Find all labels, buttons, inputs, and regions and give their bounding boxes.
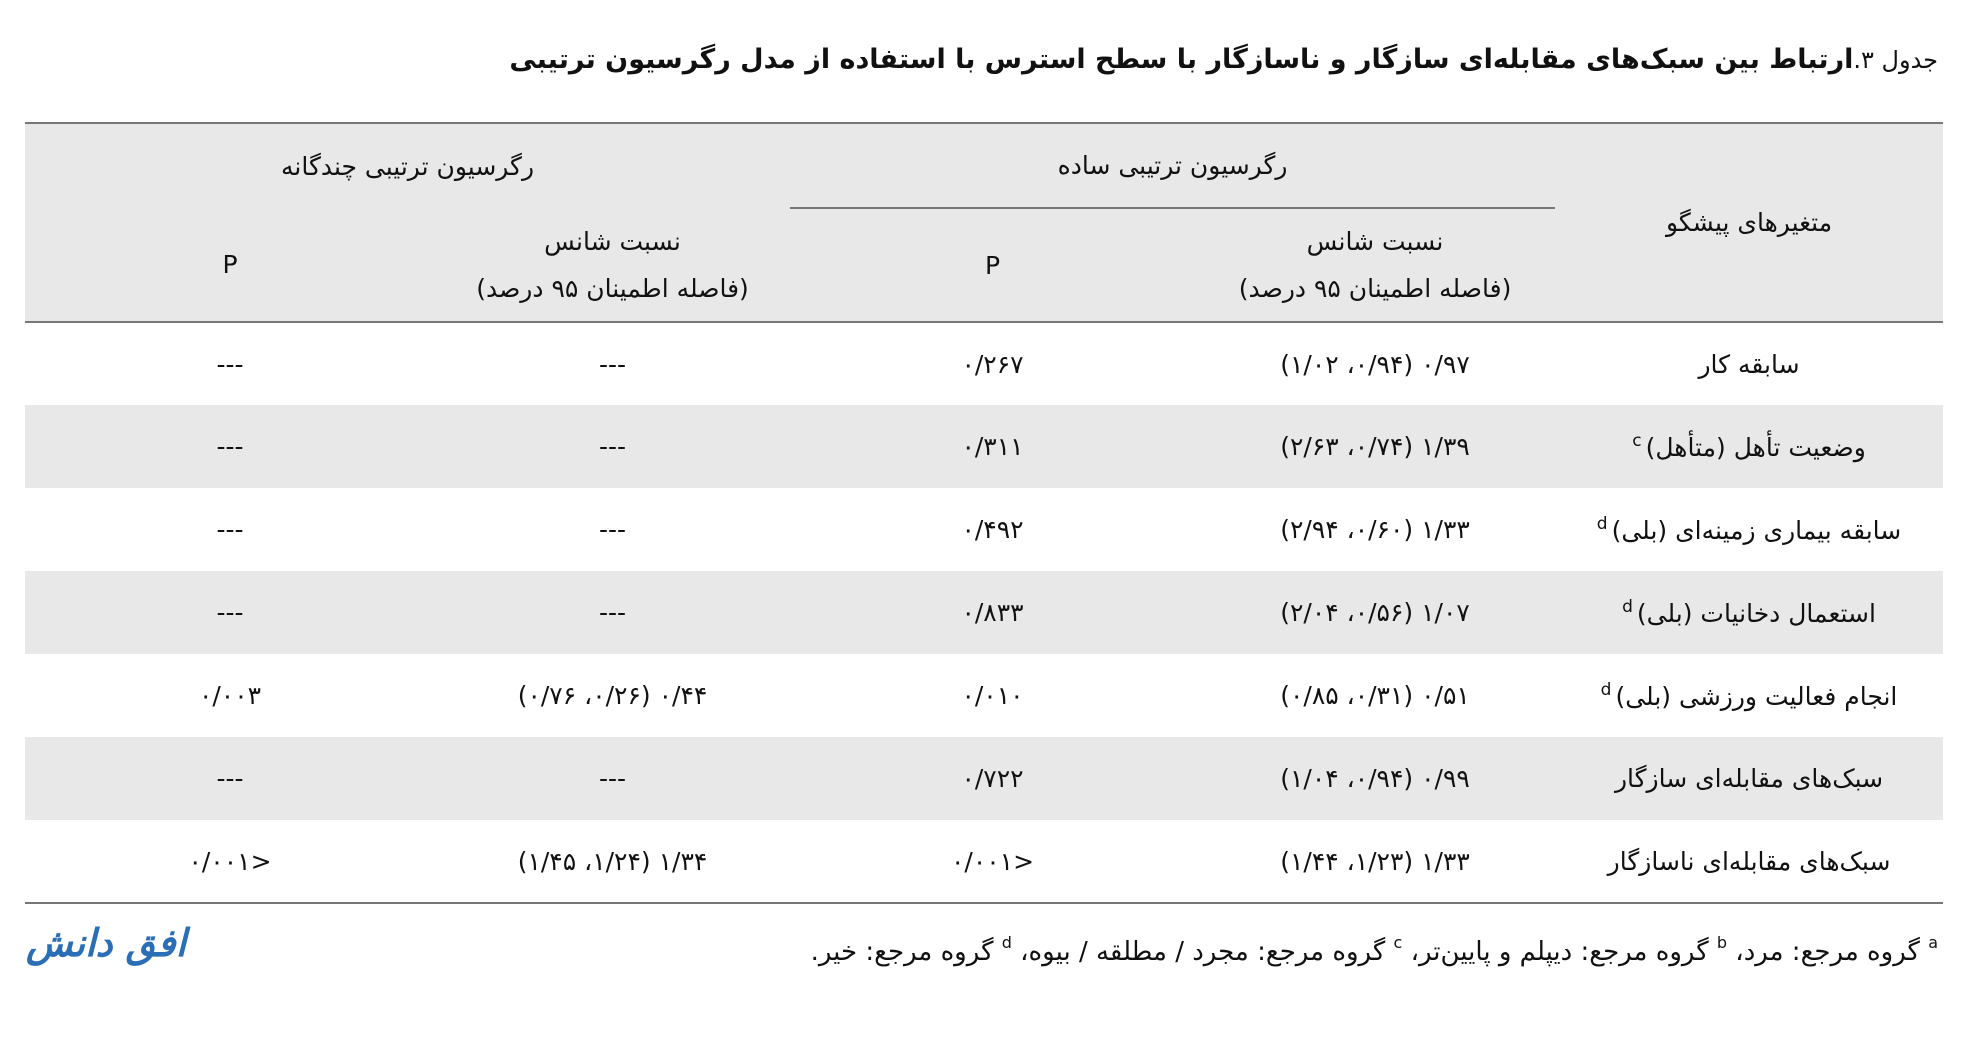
footnote-d-marker: d (1001, 933, 1012, 952)
row-variable-label: سابقه کار (1698, 349, 1800, 379)
header-simple-ci-label: (فاصله اطمینان ۹۵ درصد) (1238, 274, 1512, 303)
row-variable-label: وضعیت تأهل (متأهل) (1645, 433, 1866, 462)
row-variable (1555, 571, 1943, 654)
row-simple-or: ۰/۹۷ (۰/۹۴، ۱/۰۲) (1280, 349, 1470, 379)
footnote-b-marker: b (1716, 933, 1728, 952)
table-body (25, 322, 1943, 903)
table-row (25, 654, 1943, 737)
footnote-b-text: گروه مرجع: دیپلم و پایین‌تر، (1410, 937, 1709, 967)
row-variable (1555, 488, 1943, 571)
header-multiple-regression: رگرسیون ترتیبی چندگانه (280, 151, 535, 181)
row-variable (1555, 654, 1943, 737)
footnote-c-marker: c (1393, 933, 1403, 952)
row-variable-label: سابقه بیماری زمینه‌ای (بلی) (1611, 516, 1902, 545)
header-multi-p: P (222, 250, 238, 279)
row-multi-or: --- (598, 515, 627, 544)
row-simple-p: ۰/۳۱۱ (961, 432, 1024, 461)
row-multi-or: --- (598, 598, 627, 627)
row-variable-superscript: d (1622, 597, 1633, 617)
header-multi-or-label: نسبت شانس (544, 226, 681, 256)
row-multi-or: ۱/۳۴ (۱/۲۴، ۱/۴۵) (517, 846, 708, 876)
row-simple-or: ۱/۳۳ (۰/۶۰، ۲/۹۴) (1280, 515, 1470, 544)
table-row (25, 820, 1943, 903)
table-row (25, 405, 1943, 488)
row-multi-p: --- (216, 432, 244, 461)
row-variable-superscript: d (1600, 680, 1612, 700)
header-simple-or-label: نسبت شانس (1306, 227, 1444, 256)
row-multi-or: --- (598, 349, 627, 379)
row-variable (1555, 820, 1943, 903)
row-variable-label: انجام فعالیت ورزشی (بلی) (1615, 682, 1898, 711)
row-variable-label: استعمال دخانیات (بلی) (1636, 599, 1876, 628)
header-multi-ci-label: (فاصله اطمینان ۹۵ درصد) (476, 273, 749, 303)
row-multi-or: --- (598, 764, 627, 793)
row-variable-label: سبک‌های مقابله‌ای سازگار (1614, 764, 1884, 793)
row-variable-label: سبک‌های مقابله‌ای ناسازگار (1607, 846, 1891, 876)
row-simple-p: <۰/۰۰۱ (950, 846, 1035, 876)
header-predictor: متغیرهای پیشگو (1665, 208, 1833, 237)
table-caption (509, 44, 1938, 75)
row-multi-p: --- (216, 349, 244, 379)
row-variable-superscript: c (1632, 431, 1642, 451)
row-multi-p: --- (216, 598, 244, 627)
row-simple-or: ۱/۳۹ (۰/۷۴، ۲/۶۳) (1280, 432, 1470, 461)
caption-text: ارتباط بین سبک‌های مقابله‌ای سازگار و ناسازگار با سطح استرس با استفاده از مدل رگرسیون ترتیبی (509, 44, 1854, 75)
table-footnote (811, 933, 1938, 967)
footnote-a-marker: a (1928, 933, 1938, 952)
row-simple-or: ۰/۵۱ (۰/۳۱، ۰/۸۵) (1280, 681, 1470, 710)
footnote-c-text: گروه مرجع: مجرد / مطلقه / بیوه، (1020, 937, 1386, 967)
row-simple-p: ۰/۸۳۳ (961, 598, 1024, 627)
header-simple-p: P (984, 250, 1001, 280)
row-simple-or: ۰/۹۹ (۰/۹۴، ۱/۰۴) (1280, 764, 1470, 793)
table-row (25, 571, 1943, 654)
row-multi-p: ۰/۰۰۳ (198, 681, 262, 710)
table-row (25, 488, 1943, 571)
table-row (25, 322, 1943, 405)
row-multi-or: ۰/۴۴ (۰/۲۶، ۰/۷۶) (517, 681, 708, 710)
row-variable-superscript: d (1596, 514, 1608, 534)
row-multi-p: <۰/۰۰۱ (188, 846, 272, 876)
results-table (25, 122, 1943, 904)
row-variable (1555, 737, 1943, 820)
row-simple-p: ۰/۴۹۲ (961, 515, 1024, 544)
row-simple-or: ۱/۳۳ (۱/۲۳، ۱/۴۴) (1280, 846, 1470, 876)
table-row (25, 737, 1943, 820)
header-simple-regression: رگرسیون ترتیبی ساده (790, 123, 1555, 208)
row-simple-or: ۱/۰۷ (۰/۵۶، ۲/۰۴) (1280, 598, 1470, 627)
table-header (25, 123, 1943, 322)
journal-logo: افق دانش (26, 920, 187, 965)
row-multi-p: --- (216, 515, 244, 544)
row-variable (1555, 405, 1943, 488)
row-variable (1555, 322, 1943, 405)
footnote-a-text: گروه مرجع: مرد، (1735, 937, 1920, 967)
caption-prefix: جدول ۳. (1853, 46, 1938, 74)
header-multi-or (435, 208, 790, 322)
row-simple-p: ۰/۲۶۷ (961, 349, 1024, 379)
row-multi-p: --- (216, 764, 244, 793)
row-simple-p: ۰/۰۱۰ (961, 681, 1024, 710)
header-simple-or (1195, 208, 1555, 322)
row-simple-p: ۰/۷۲۲ (961, 764, 1024, 793)
row-multi-or: --- (598, 432, 627, 461)
footnote-d-text: گروه مرجع: خیر. (810, 937, 994, 967)
